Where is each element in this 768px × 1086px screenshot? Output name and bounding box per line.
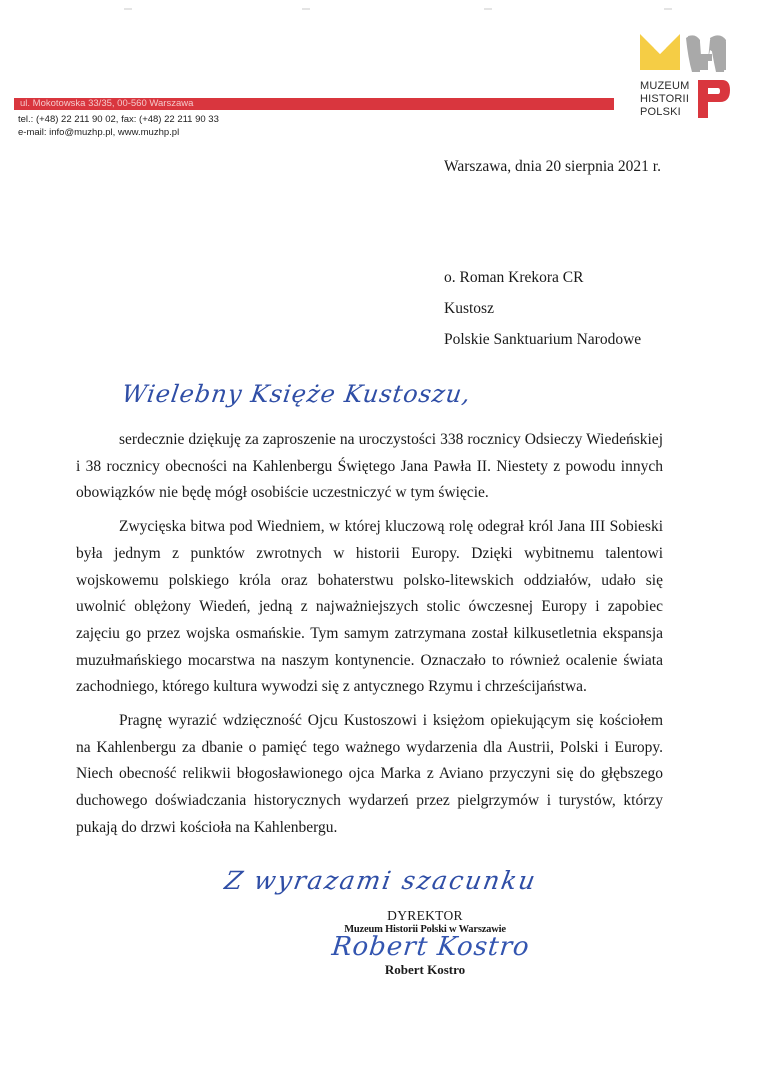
scan-mark xyxy=(302,8,310,10)
email-web[interactable]: e-mail: info@muzhp.pl, www.muzhp.pl xyxy=(18,127,180,138)
paragraph-1: serdecznie dziękuję za zaproszenie na uroczystości 338 rocznicy Odsieczy Wiedeńskiej i 38 rocznicy obecności na Kahlenbergu Świętego Jana Pawła II. Niestety z powodu innych obowiązków nie będę mógł osobiście uczestniczyć w tym święcie. xyxy=(76,431,663,502)
address-bar: ul. Mokotowska 33/35, 00-560 Warszawa xyxy=(14,98,614,110)
signature-title: DYREKTOR xyxy=(387,908,463,923)
phone-fax: tel.: (+48) 22 211 90 02, fax: (+48) 22 211 90 33 xyxy=(18,114,219,125)
recipient-title: Kustosz xyxy=(444,300,494,317)
paragraph-2: Zwycięska bitwa pod Wiedniem, w której kluczową rolę odegrał król Jana III Sobieski była jednym z punktów zwrotnych w historii Europy. Dzięki wybitnemu talentowi wojskowemu polskiego króla oraz bohaterstwu polsko-litewskich oddziałów, udało się uwolnić oblężony Wiedeń, jedną z najważniejszych stolic ówczesnej Europy i zapobiec zajęciu go przez wojska osmańskie. Tym samym zatrzymana został kilkusetletnia ekspansja muzułmańskiego mocarstwa na naszym kontynencie. Oznaczało to również ocalenie świata zachodniego, którego kultura wywodzi się z antycznego Rzymu i chrześcijaństwa. xyxy=(76,518,663,696)
recipient-name: o. Roman Krekora CR xyxy=(444,269,584,286)
recipient-block xyxy=(444,262,641,355)
p-letter-icon xyxy=(698,80,730,118)
signature-name: Robert Kostro xyxy=(384,962,466,977)
date-line: Warszawa, dnia 20 sierpnia 2021 r. xyxy=(444,158,661,175)
logo-text xyxy=(640,80,689,119)
salutation-handwritten: Wielebny Księże Kustoszu, xyxy=(120,380,473,408)
logo-line-1: MUZEUM xyxy=(640,80,690,92)
signature-handwritten: Robert Kostro xyxy=(330,932,532,962)
scan-mark xyxy=(484,8,492,10)
letter-body xyxy=(76,427,663,849)
scan-mark xyxy=(664,8,672,10)
logo-line-2: HISTORII xyxy=(640,93,690,105)
scan-mark xyxy=(124,8,132,10)
paragraph-3: Pragnę wyrazić wdzięczność Ojcu Kustoszowi i księżom opiekującym się kościołem na Kahlenbergu za dbanie o pamięć tego ważnego wydarzenia dla Austrii, Polski i Europy. Niech obecność relikwii błogosławionego ojca Marka z Aviano przyczyni się do głębszego duchowego doświadczania historycznych wydarzeń przez pielgrzymów i turystów, którzy pukają do drzwi kościoła na Kahlenbergu. xyxy=(76,712,663,836)
recipient-organization: Polskie Sanktuarium Narodowe xyxy=(444,331,642,348)
closing-handwritten: Z wyrazami szacunku xyxy=(222,866,540,895)
logo-line-3: POLSKI xyxy=(640,106,681,118)
signature-institution: Muzeum Historii Polski w Warszawie xyxy=(344,924,506,935)
